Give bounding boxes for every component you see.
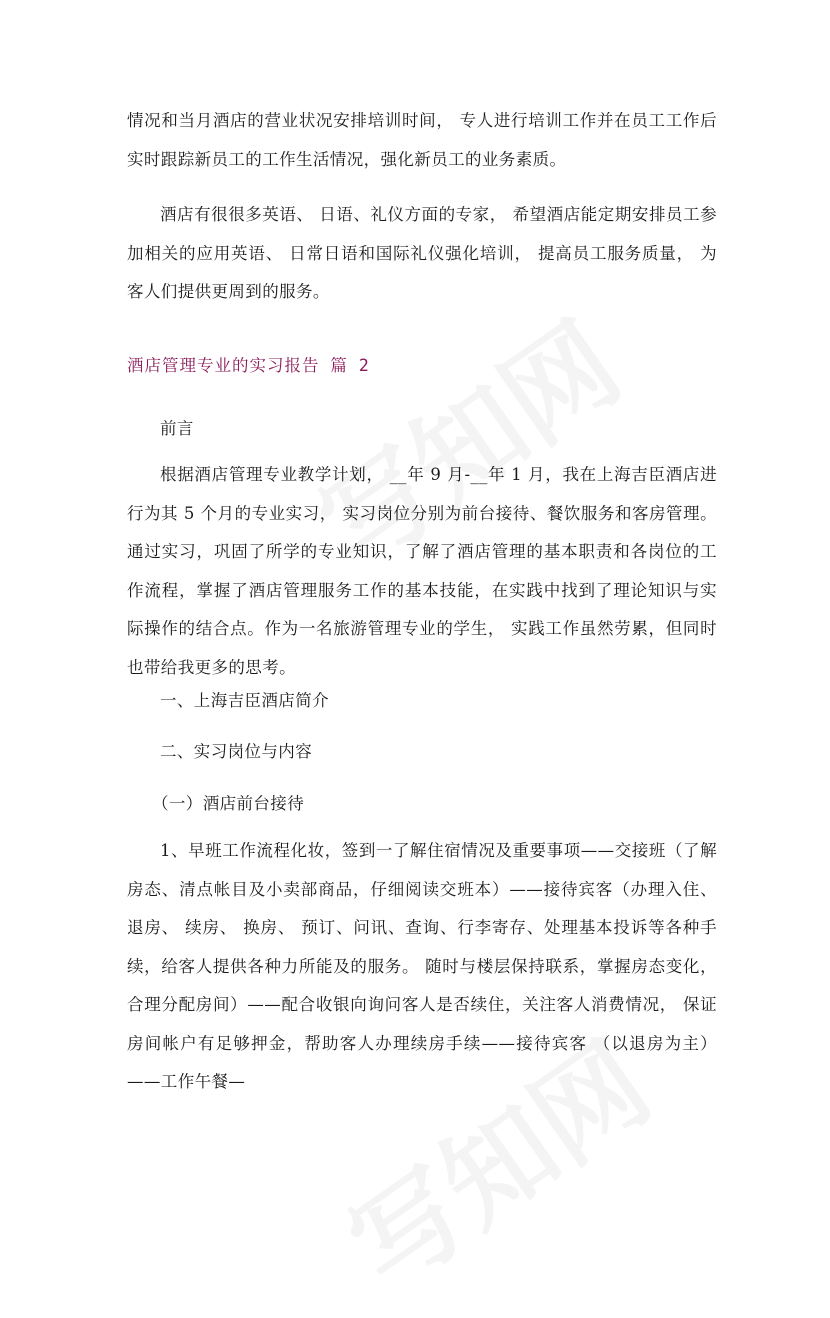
paragraph-morning-shift: 1、早班工作流程化妆，签到一了解住宿情况及重要事项——交接班（了解房态、清点帐目及小卖部商品，仔细阅读交班本）——接待宾客（办理入住、退房、 续房、 换房、 预订、问讯、查询、行李寄存、处理基本投诉等各种手续，给客人提供各种力所能及的服务。 随时与楼层保持联系，掌握房态变化， 合理分配房间）——配合收银向询问客人是否续住，关注客人消费情况， 保证房间帐户有足够押金，帮助客人办理续房手续——接待宾客 （以退房为主） ——工作午餐— [127, 841, 717, 1091]
section-heading: 酒店管理专业的实习报告 篇 2 [127, 356, 370, 375]
paragraph-continuation: 情况和当月酒店的营业状况安排培训时间， 专人进行培训工作并在员工工作后实时跟踪新员工的工作生活情况，强化新员工的业务素质。 [127, 111, 717, 169]
outline-item-1: 一、上海吉臣酒店简介 [160, 691, 329, 710]
outline-item-2: 二、实习岗位与内容 [160, 742, 313, 761]
preface-title: 前言 [160, 419, 194, 438]
paragraph-preface: 根据酒店管理专业教学计划， __年 9 月-__年 1 月，我在上海吉臣酒店进行为其 5 个月的专业实习， 实习岗位分别为前台接待、餐饮服务和客房管理。通过实习，巩固了所学的专业知识，了解了酒店管理的基本职责和各岗位的工作流程，掌握了酒店管理服务工作的基本技能，在实践中找到了理论知识与实际操作的结合点。作为一名旅游管理专业的学生， 实践工作虽然劳累，但同时也带给我更多的思考。 [127, 465, 717, 677]
outline-item-2-1: （一）酒店前台接待 [152, 794, 305, 813]
paragraph-experts: 酒店有很很多英语、 日语、礼仪方面的专家， 希望酒店能定期安排员工参加相关的应用英语、 日常日语和国际礼仪强化培训， 提高员工服务质量， 为客人们提供更周到的服务。 [127, 205, 717, 301]
